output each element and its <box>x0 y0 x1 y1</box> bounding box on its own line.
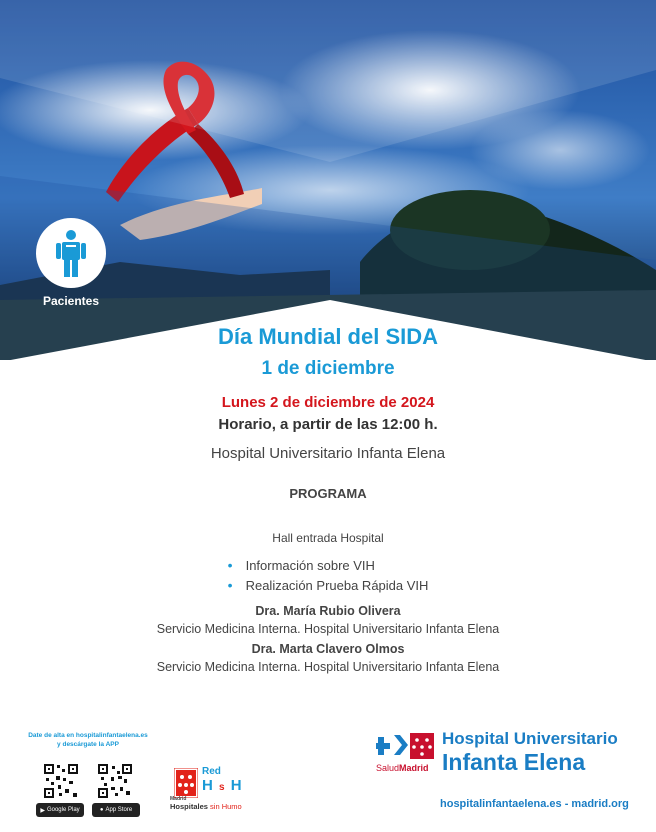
madrid-community-flag-icon <box>174 768 198 798</box>
patient-badge-label: Pacientes <box>42 294 100 308</box>
app-store-button[interactable]: ● App Store <box>92 803 140 817</box>
program-location: Hall entrada Hospital <box>272 531 384 545</box>
hospitales-sin-humo-logo <box>170 766 260 814</box>
speaker-service: Servicio Medicina Interna. Hospital Universitario Infanta Elena <box>156 660 500 674</box>
speaker-name: Dra. Marta Clavero Olmos <box>251 642 405 656</box>
app-download <box>18 731 158 817</box>
event-subtitle: 1 de diciembre <box>261 358 395 379</box>
patient-badge <box>36 218 106 288</box>
hospital-logo <box>376 729 646 777</box>
event-details <box>0 320 656 674</box>
hospital-name-line1: Hospital Universitario <box>442 729 618 748</box>
salud-madrid-logo-icon <box>376 731 436 763</box>
hsh-madrid-label: Madrid <box>170 796 187 802</box>
hsh-tagline: Hospitales sin Humo <box>170 802 242 811</box>
salud-madrid-label: SaludMadrid <box>376 763 429 773</box>
website-link[interactable]: hospitalinfantaelena.es - madrid.org <box>440 798 629 810</box>
patient-figure-icon <box>56 229 86 277</box>
qr-code-icon[interactable] <box>43 763 79 799</box>
app-note-line1: Date de alta en hospitalinfantaelena.es <box>28 732 148 739</box>
speaker-name: Dra. María Rubio Olivera <box>255 604 401 618</box>
apple-icon: ● <box>99 807 104 813</box>
qr-code-icon[interactable] <box>97 763 133 799</box>
speaker-service: Servicio Medicina Interna. Hospital Universitario Infanta Elena <box>156 622 500 636</box>
hospital-name-line2: Infanta Elena <box>442 749 586 775</box>
google-play-button[interactable]: ▶ Google Play <box>36 803 84 817</box>
list-item: • Realización Prueba Rápida VIH <box>228 578 429 593</box>
app-note-line2: y descárgate la APP <box>57 741 119 748</box>
event-place: Hospital Universitario Infanta Elena <box>210 445 446 462</box>
event-title: Día Mundial del SIDA <box>217 324 439 349</box>
event-date: Lunes 2 de diciembre de 2024 <box>221 394 435 411</box>
program-heading: PROGRAMA <box>289 486 367 501</box>
hsh-red-label: Red <box>202 766 221 777</box>
event-time: Horario, a partir de las 12:00 h. <box>218 416 438 433</box>
list-item: • Información sobre VIH <box>228 558 429 573</box>
hsh-wordmark: H s H <box>202 777 243 794</box>
play-icon: ▶ <box>40 807 45 814</box>
program-list <box>228 558 429 598</box>
